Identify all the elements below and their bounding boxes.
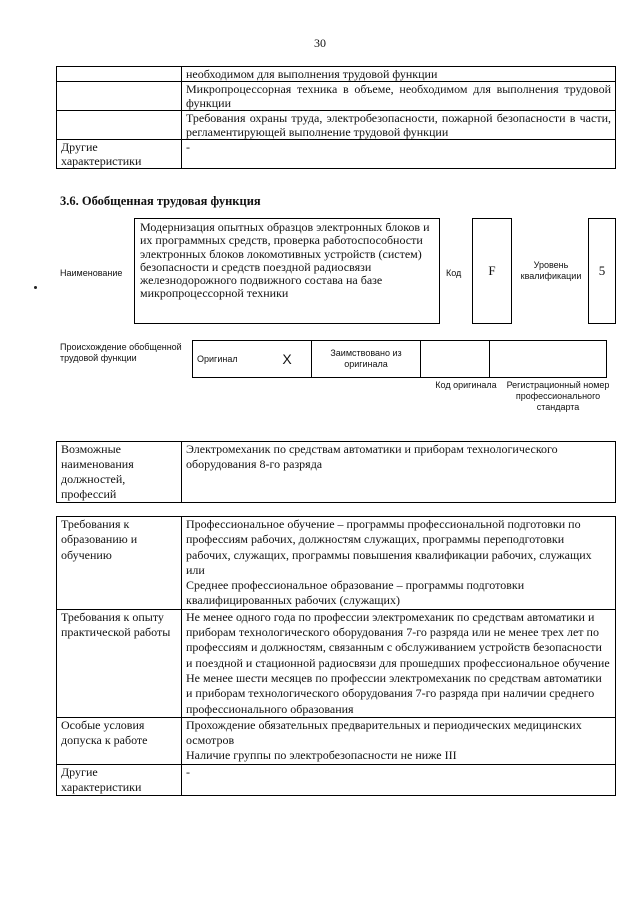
text-line: Не менее шести месяцев по профессии электромеханик по средствам автоматики и приборам технологического оборудования 7-го разряда при наличии среднего профессионального образования: [186, 670, 602, 716]
table-row: [57, 517, 616, 610]
registration-number-cell: [490, 341, 607, 378]
name-label: Наименование: [60, 268, 123, 278]
qualification-level-box: 5: [588, 218, 616, 324]
table-row: [193, 341, 607, 378]
original-code-cell: [421, 341, 490, 378]
table-cell-value: [182, 717, 616, 764]
scan-speck: [34, 286, 37, 289]
section-title: 3.6. Обобщенная трудовая функция: [60, 194, 261, 208]
table-cell-value: необходимом для выполнения трудовой функции: [182, 67, 616, 82]
table-row: [57, 609, 616, 717]
table-cell-label: Возможные наименования должностей, профессий: [57, 442, 182, 503]
origin-label: Происхождение обобщенной трудовой функции: [60, 342, 182, 363]
table-cell-label: Требования к опыту практической работы: [57, 609, 182, 717]
origin-table: [192, 340, 607, 378]
table-cell-value: -: [182, 764, 616, 796]
table-cell-value: [182, 609, 616, 717]
original-label: Оригинал: [193, 341, 264, 378]
table-cell-label: [57, 67, 182, 82]
table-row: [57, 764, 616, 796]
table-cell-label: Требования к образованию и обучению: [57, 517, 182, 610]
table-cell-value: Электромеханик по средствам автоматики и приборам технологического оборудования 8-го разряда: [182, 442, 616, 503]
borrowed-label: Заимствовано из оригинала: [312, 341, 421, 378]
text-line: Наличие группы по электробезопасности не ниже III: [186, 748, 457, 763]
table-row: [57, 140, 616, 169]
table-cell-label: [57, 82, 182, 111]
table-cell-value: [182, 517, 616, 610]
original-mark: X: [263, 341, 312, 378]
text-line: Прохождение обязательных предварительных и периодических медицинских осмотров: [186, 717, 582, 748]
table-row: [57, 717, 616, 764]
table-row: [57, 67, 616, 82]
table-cell-label: Особые условия допуска к работе: [57, 717, 182, 764]
table-cell-label: Другие характеристики: [57, 764, 182, 796]
text-line: Профессиональное обучение – программы профессиональной подготовки по профессиям рабочих, должностям служащих, программы переподготовки рабочих, служащих, программы повышения квалификации рабочих, служащих: [186, 517, 592, 562]
positions-table: [56, 441, 616, 503]
text-line: или: [186, 562, 205, 577]
table-cell-value: Микропроцессорная техника в объеме, необходимом для выполнения трудовой функции: [182, 82, 616, 111]
text-line: Среднее профессиональное образование – программы подготовки квалифицированных рабочих (служащих): [186, 578, 525, 608]
registration-number-caption: Регистрационный номер профессионального стандарта: [506, 380, 610, 412]
table-row: [57, 442, 616, 503]
function-name-box: Модернизация опытных образцов электронных блоков и их программных средств, проверка работоспособности электронных блоков локомотивных устройств (систем) безопасности и средств поездной радиосвязи железнодорожного подвижного состава на базе микропроцессорной техники: [134, 218, 440, 324]
code-label: Код: [446, 268, 462, 278]
code-value-box: F: [472, 218, 512, 324]
text-line: Не менее одного года по профессии электромеханик по средствам автоматики и приборам технологического оборудования 7-го разряда или не менее трех лет по профессиям и должностям, связанным с обслуживанием устройств безопасности и поездной и стационной радиосвязи для прошедших профессиональное обучение: [186, 609, 610, 670]
table-row: [57, 111, 616, 140]
page-number: 30: [314, 36, 326, 50]
top-requirements-table: [56, 66, 616, 169]
qualification-level-label: Уровень квалификации: [520, 260, 582, 281]
table-cell-value: -: [182, 140, 616, 169]
original-code-caption: Код оригинала: [435, 380, 497, 390]
requirements-table: [56, 516, 616, 796]
table-row: [57, 82, 616, 111]
table-cell-value: Требования охраны труда, электробезопасности, пожарной безопасности в части, регламентирующей выполнение трудовой функции: [182, 111, 616, 140]
table-cell-label: Другие характеристики: [57, 140, 182, 169]
table-cell-label: [57, 111, 182, 140]
